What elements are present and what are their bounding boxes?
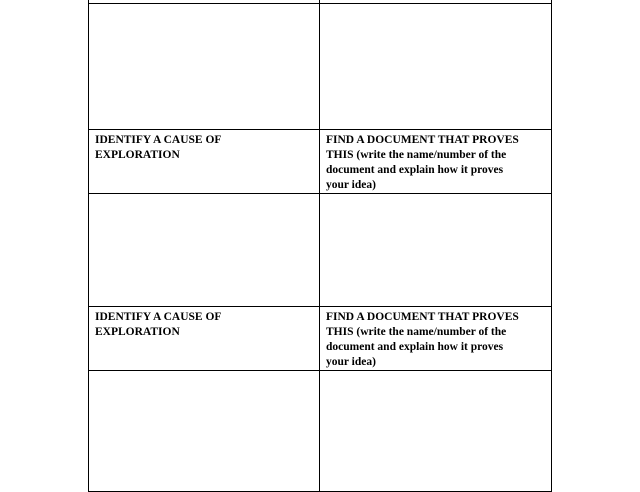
document-answer-cell[interactable] bbox=[320, 371, 552, 492]
cause-header-cell bbox=[89, 307, 320, 371]
answer-row-1 bbox=[89, 4, 552, 130]
cause-answer-cell[interactable] bbox=[89, 194, 320, 307]
cause-header-text: IDENTIFY A CAUSE OF EXPLORATION bbox=[95, 311, 222, 338]
answer-row-3 bbox=[89, 371, 552, 492]
document-answer-cell[interactable] bbox=[320, 4, 552, 130]
document-answer-cell[interactable] bbox=[320, 194, 552, 307]
cause-header-cell bbox=[89, 130, 320, 194]
document-header-text: FIND A DOCUMENT THAT PROVES THIS (write the name/number of the document and explain how it proves your idea) bbox=[326, 134, 519, 191]
cause-header-text: IDENTIFY A CAUSE OF EXPLORATION bbox=[95, 134, 222, 161]
answer-row-2 bbox=[89, 194, 552, 307]
worksheet-header-row-2 bbox=[89, 307, 552, 371]
cause-answer-cell[interactable] bbox=[89, 4, 320, 130]
document-header-cell bbox=[320, 130, 552, 194]
document-header-cell bbox=[320, 307, 552, 371]
cause-answer-cell[interactable] bbox=[89, 371, 320, 492]
worksheet-table bbox=[88, 0, 552, 492]
document-header-text: FIND A DOCUMENT THAT PROVES THIS (write the name/number of the document and explain how it proves your idea) bbox=[326, 311, 519, 368]
worksheet-header-row-1 bbox=[89, 130, 552, 194]
